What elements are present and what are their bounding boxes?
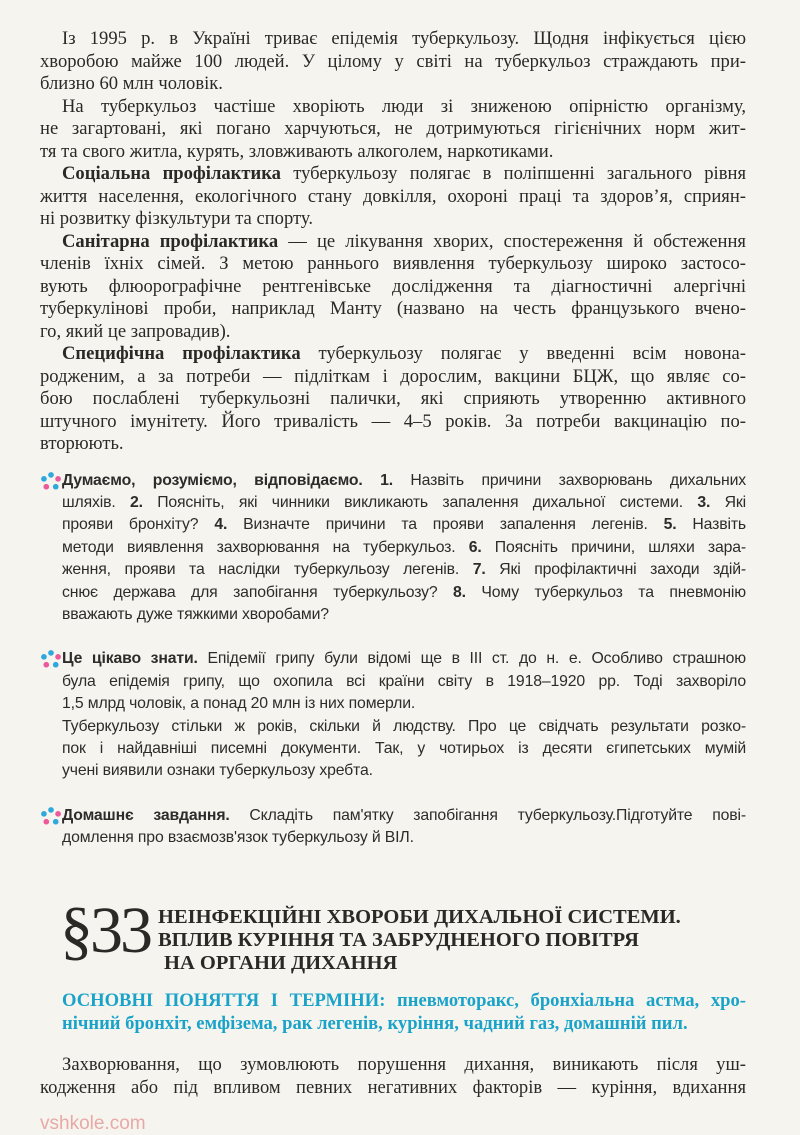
text-line (62, 805, 746, 827)
bold-text: 8. (453, 583, 466, 601)
section-number: §33 (60, 893, 150, 967)
text: прояви бронхіту? (62, 516, 215, 534)
section-heading (40, 893, 746, 975)
text: учені виявили ознаки туберкульозу хребта. (62, 762, 373, 780)
text: Визначте причини та прояви запалення легенів. (227, 516, 664, 534)
bold-text: Соціальна профілактика (62, 163, 281, 184)
text: Поясніть причини, шляхи зара- (481, 538, 746, 556)
key-terms (62, 989, 746, 1035)
homework-box-row (40, 805, 746, 850)
bold-text: 7. (472, 561, 486, 579)
text-line (62, 604, 746, 626)
text-line (40, 366, 746, 389)
text: Туберкульозу стільки ж років, скільки й людству. Про це свідчать результати розко- (62, 717, 746, 735)
text: родженим, а за потреби — підліткам і дорослим, вакцини БЦЖ, що являє со- (40, 365, 746, 387)
text-line (40, 51, 746, 74)
text: Складіть пам'ятку запобігання туберкульозу.Підготуйте пові- (229, 806, 746, 824)
text-line (40, 388, 746, 411)
text-line: Захворювання, що зумовлюють порушення дихання, виникають після уш- (62, 1053, 746, 1075)
text: Які профілактичні заходи здій- (485, 561, 747, 579)
text-line (62, 537, 746, 559)
main-body-text (40, 28, 746, 456)
bold-text: Думаємо, розуміємо, відповідаємо. 1. (62, 471, 393, 489)
text: туберкулінові проби, наприклад Манту (названо на честь французького вчено- (40, 298, 746, 319)
key-terms-label: ОСНОВНІ ПОНЯТТЯ І ТЕРМІНИ: (62, 989, 386, 1011)
section-title-line: НЕІНФЕКЦІЙНІ ХВОРОБИ ДИХАЛЬНОЇ СИСТЕМИ. (158, 905, 681, 928)
text: вують флюорографічне рентгенівське дослідження та діагностичні алергічні (40, 275, 746, 297)
section-title (158, 896, 681, 975)
text-line (62, 514, 746, 536)
text: штучного імунітету. Його тривалість — 4–5 років. За потреби вакцинацію по- (40, 410, 746, 432)
bold-text: Санітарна профілактика (62, 230, 279, 252)
bold-text: 4. (214, 516, 228, 534)
text: Епідемії грипу були відомі ще в III ст. до н. е. Особливо страшною (197, 650, 746, 668)
text-line (40, 298, 746, 321)
interesting-facts-box (62, 648, 746, 782)
text-line (40, 321, 746, 344)
text: домлення про взаємозв'язок туберкульозу й ВІЛ. (62, 829, 414, 847)
text-line (62, 738, 746, 760)
text: снює держава для запобігання туберкульозу? (62, 583, 454, 601)
text: життя населення, екологічного стану довкілля, охороні праці та здоров’я, сприян- (40, 185, 746, 207)
section-title-line: ВПЛИВ КУРІННЯ ТА ЗАБРУДНЕНОГО ПОВІТРЯ (158, 928, 639, 951)
bold-text: 5. (663, 516, 677, 534)
text: хворобою майже 100 людей. У цілому у світі на туберкульоз страждають при- (40, 50, 746, 72)
text: бою послаблені туберкульозні палички, які сприяють утворенню активного (40, 388, 746, 409)
text-line (62, 671, 746, 693)
text-line: кодження або під впливом певних негативних факторів — куріння, вдихання (40, 1076, 746, 1098)
text: туберкульозу полягає в поліпшенні загального рівня (280, 163, 746, 184)
text-line (62, 582, 746, 604)
text: 1,5 млрд чоловік, а понад 20 млн із них померли. (62, 695, 416, 713)
text: — це лікування хворих, спостереження й обстеження (278, 230, 746, 252)
text-line (40, 253, 746, 276)
section-intro-paragraph (40, 1053, 746, 1099)
text-line (40, 73, 746, 96)
homework-box (62, 805, 746, 850)
bold-text: Специфічна профілактика (62, 343, 301, 364)
bold-text: 6. (468, 538, 482, 556)
questions-box (62, 470, 746, 627)
text-line (40, 141, 746, 164)
text: На туберкульоз частіше хворіють люди зі зниженою опірністю організму, (62, 95, 746, 117)
key-terms-list: пневмоторакс, бронхіальна астма, хро- (385, 989, 746, 1011)
text-line (40, 433, 746, 456)
watermark-text: vshkole.com (40, 1112, 146, 1134)
flower-dots-icon (40, 648, 62, 672)
text-line (40, 28, 746, 51)
text: ні розвитку фізкультури та спорту. (40, 208, 313, 229)
text: Із 1995 р. в Україні триває епідемія туберкульозу. Щодня інфікується цією (62, 28, 746, 49)
text: ження, прояви та наслідки туберкульозу легенів. (62, 561, 473, 579)
text-line (62, 470, 746, 492)
text-line (40, 343, 746, 366)
text-line (62, 648, 746, 670)
text: не загартовані, які погано харчуються, не дотримуються гігієнічних норм жит- (40, 118, 746, 139)
text: туберкульозу полягає у введенні всім новона- (300, 343, 746, 364)
flower-dots-icon (40, 805, 62, 829)
text: близно 60 млн чоловік. (40, 73, 223, 94)
text-line (62, 716, 746, 738)
text-line (40, 96, 746, 119)
text: Назвіть (676, 516, 746, 534)
text-line (62, 559, 746, 581)
text: була епідемія грипу, що охопила всі країни світу в 1918–1920 рр. Тоді захворіло (62, 672, 746, 690)
text: Які (710, 493, 746, 511)
text-line (40, 208, 746, 231)
text: Чому туберкульоз та пневмонію (465, 583, 746, 601)
text: тя та свого житла, курять, зловживають алкоголем, наркотиками. (40, 140, 554, 162)
text-line (62, 827, 746, 849)
text: шляхів. (62, 493, 130, 511)
text: Назвіть причини захворювань дихальних (392, 471, 746, 489)
text-line (40, 186, 746, 209)
info-boxes (40, 470, 746, 850)
bold-text: 2. (129, 493, 143, 511)
bold-text: Домашнє завдання. (62, 806, 230, 824)
bold-text: 3. (697, 493, 711, 511)
text-line (62, 693, 746, 715)
text: методи виявлення захворювання на туберкульоз. (62, 538, 469, 556)
text: вторюють. (40, 433, 124, 454)
text-line (40, 231, 746, 254)
questions-box-row (40, 470, 746, 627)
text: членів їхніх сімей. З метою раннього виявлення туберкульозу широко застосо- (40, 253, 746, 274)
bold-text: Це цікаво знати. (62, 650, 198, 668)
text-line (62, 760, 746, 782)
text: го, який це запровадив). (40, 320, 231, 342)
text-line (40, 118, 746, 141)
text-line (40, 276, 746, 299)
interesting-facts-box-row (40, 648, 746, 782)
text: вважають дуже тяжкими хворобами? (62, 605, 329, 623)
text-line (40, 411, 746, 434)
text-line (62, 492, 746, 514)
key-terms-list: нічний бронхіт, емфізема, рак легенів, куріння, чадний газ, домашній пил. (62, 1012, 688, 1034)
text-line (40, 163, 746, 186)
flower-dots-icon (40, 470, 62, 494)
text: Поясніть, які чинники викликають запалення дихальної системи. (142, 493, 698, 511)
section-title-line: НА ОРГАНИ ДИХАННЯ (164, 951, 398, 974)
text: пок і найдавніші писемні документи. Так, у чотирьох із десяти єгипетських мумій (62, 739, 746, 757)
